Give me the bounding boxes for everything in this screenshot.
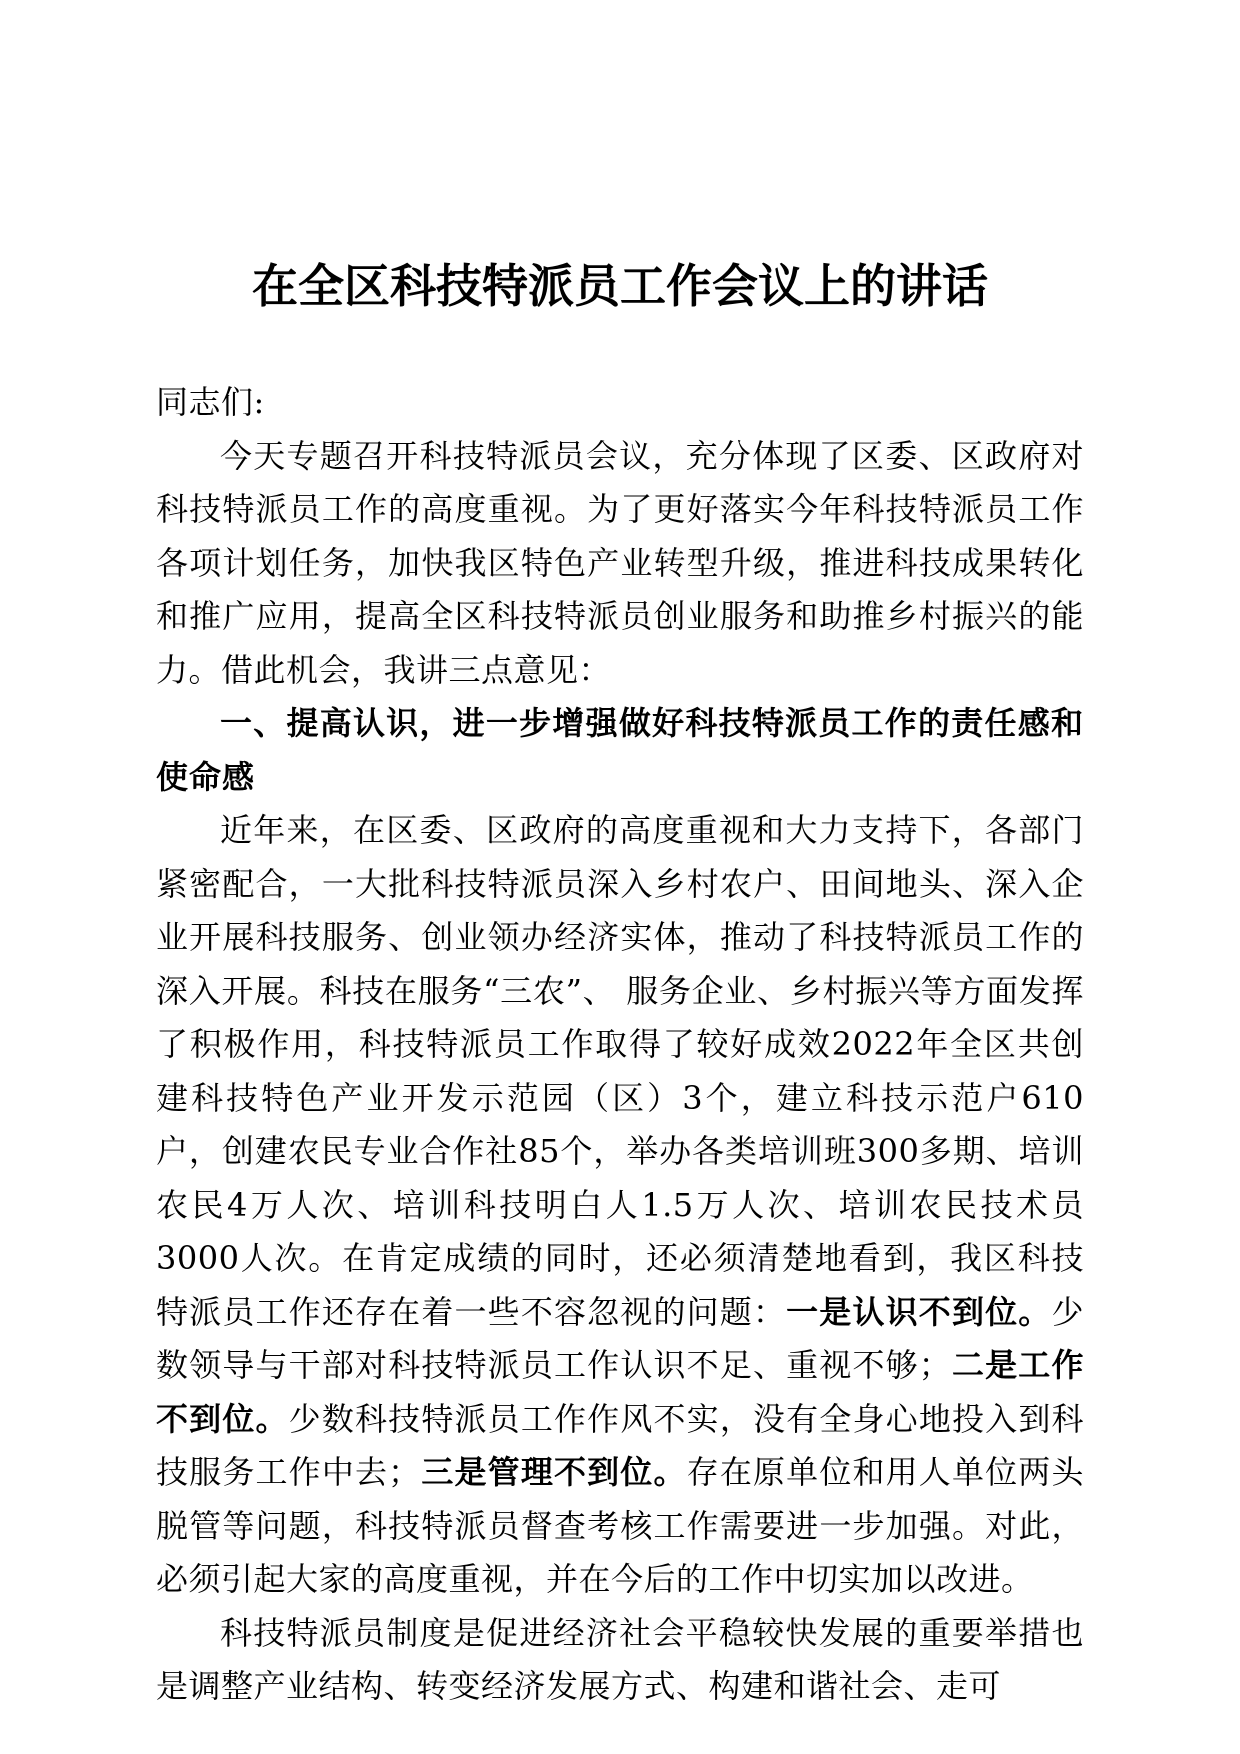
- section-1-paragraph-1: [156, 804, 1084, 1607]
- document-body: [156, 376, 1084, 1714]
- point-1-text: 少数领导与干部对科技特派员工作认识不足、重视不够；: [156, 1292, 1084, 1384]
- point-2-label: 二是工作不到位。: [156, 1346, 1084, 1438]
- point-2-text: 少数科技特派员工作作风不实，没有全身心地投入到科技服务工作中去；: [156, 1399, 1084, 1491]
- salutation: 同志们:: [156, 383, 265, 421]
- point-1-label: 一是认识不到位。: [786, 1292, 1052, 1331]
- paragraph-lead-text: 近年来，在区委、区政府的高度重视和大力支持下，各部门紧密配合，一大批科技特派员深入乡村农户、田间地头、深入企业开展科技服务、创业领办经济实体，推动了科技特派员工作的深入开展。科技在服务“三农”、 服务企业、乡村振兴等方面发挥了积极作用，科技特派员工作取得了较好成效2022年全区共创建科技特色产业开发示范园（区）3个，建立科技示范户610户，创建农民专业合作社85个，举办各类培训班300多期、培训农民4万人次、培训科技明白人1.5万人次、培训农民技术员3000人次。在肯定成绩的同时，还必须清楚地看到，我区科技特派员工作还存在着一些不容忽视的问题：: [156, 811, 1084, 1331]
- point-3-label: 三是管理不到位。: [420, 1453, 687, 1491]
- section-1-heading: 一、提高认识，进一步增强做好科技特派员工作的责任感和使命感: [156, 704, 1084, 796]
- section-1-paragraph-2: 科技特派员制度是促进经济社会平稳较快发展的重要举措也是调整产业结构、转变经济发展方式、构建和谐社会、走可: [156, 1613, 1084, 1705]
- intro-paragraph: 今天专题召开科技特派员会议，充分体现了区委、区政府对科技特派员工作的高度重视。为了更好落实今年科技特派员工作各项计划任务，加快我区特色产业转型升级，推进科技成果转化和推广应用，提高全区科技特派员创业服务和助推乡村振兴的能力。借此机会，我讲三点意见：: [156, 436, 1084, 689]
- document-title: 在全区科技特派员工作会议上的讲话: [252, 259, 988, 313]
- point-3-text: 存在原单位和用人单位两头脱管等问题，科技特派员督查考核工作需要进一步加强。对此，必须引起大家的高度重视，并在今后的工作中切实加以改进。: [156, 1453, 1084, 1598]
